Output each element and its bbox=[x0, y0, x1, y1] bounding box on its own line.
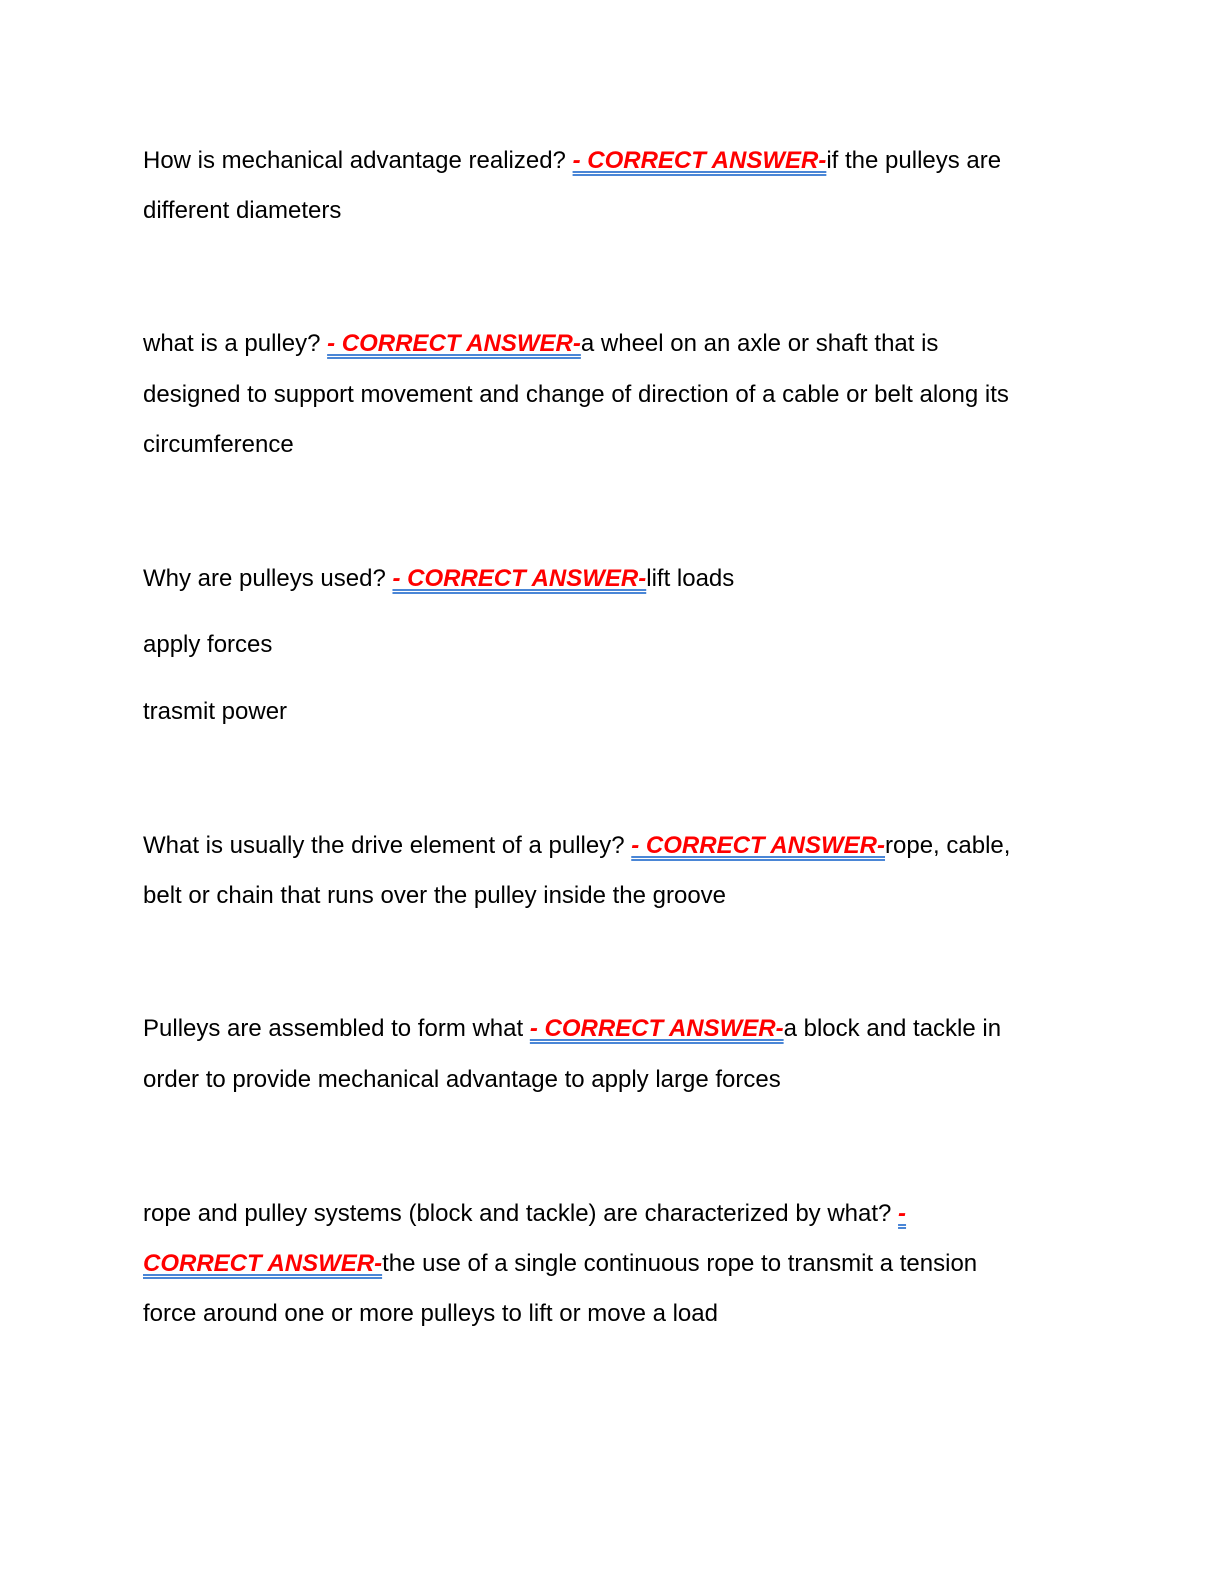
qa-2-question-line bbox=[143, 329, 938, 359]
answer-text: different diameters bbox=[143, 197, 342, 224]
correct-answer-marker: - CORRECT ANSWER- bbox=[327, 330, 581, 357]
qa-5-question-line bbox=[143, 1014, 1001, 1044]
answer-text: apply forces bbox=[143, 631, 273, 658]
qa-3-question-line bbox=[143, 564, 734, 594]
correct-answer-marker: - CORRECT ANSWER- bbox=[572, 147, 827, 174]
qa-6-answer-line bbox=[143, 1299, 718, 1329]
qa-6-answer-line bbox=[143, 1249, 977, 1279]
correct-answer-marker: - CORRECT ANSWER- bbox=[529, 1015, 784, 1042]
qa-3-answer-line bbox=[143, 697, 287, 727]
answer-text: rope, cable, bbox=[885, 832, 1011, 859]
qa-3-answer-line bbox=[143, 630, 272, 660]
answer-text: circumference bbox=[143, 431, 294, 458]
correct-answer-marker: - CORRECT ANSWER- bbox=[392, 565, 647, 592]
answer-text: a block and tackle in bbox=[783, 1015, 1002, 1042]
qa-1-question-line bbox=[143, 146, 1001, 176]
qa-4-answer-line bbox=[143, 881, 726, 911]
qa-6-question-line bbox=[143, 1199, 906, 1229]
correct-answer-marker: - bbox=[898, 1200, 907, 1227]
answer-text: designed to support movement and change of direction of a cable or belt along its bbox=[143, 381, 1009, 408]
question-text: Why are pulleys used? bbox=[143, 565, 393, 592]
qa-4-question-line bbox=[143, 831, 1010, 861]
qa-2-answer-line bbox=[143, 380, 1009, 410]
question-text: How is mechanical advantage realized? bbox=[143, 147, 573, 174]
answer-text: the use of a single continuous rope to transmit a tension bbox=[382, 1250, 978, 1277]
answer-text: if the pulleys are bbox=[826, 147, 1002, 174]
answer-text: trasmit power bbox=[143, 698, 288, 725]
qa-1-answer-line bbox=[143, 196, 341, 226]
answer-text: belt or chain that runs over the pulley inside the groove bbox=[143, 882, 727, 909]
answer-text: force around one or more pulleys to lift or move a load bbox=[143, 1300, 718, 1327]
qa-2-answer-line bbox=[143, 430, 294, 460]
question-text: rope and pulley systems (block and tackle) are characterized by what? bbox=[143, 1200, 899, 1227]
answer-text: a wheel on an axle or shaft that is bbox=[580, 330, 939, 357]
question-text: Pulleys are assembled to form what bbox=[143, 1015, 530, 1042]
correct-answer-marker: CORRECT ANSWER- bbox=[143, 1250, 383, 1277]
question-text: what is a pulley? bbox=[143, 330, 328, 357]
question-text: What is usually the drive element of a pulley? bbox=[143, 832, 632, 859]
correct-answer-marker: - CORRECT ANSWER- bbox=[631, 832, 886, 859]
qa-5-answer-line bbox=[143, 1065, 781, 1095]
answer-text: lift loads bbox=[646, 565, 735, 592]
answer-text: order to provide mechanical advantage to apply large forces bbox=[143, 1066, 781, 1093]
